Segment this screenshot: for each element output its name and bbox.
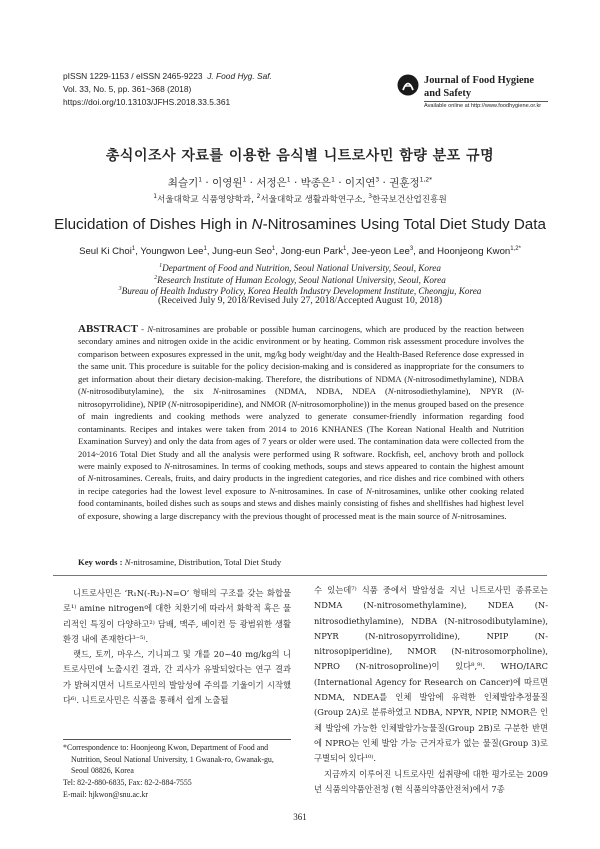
text-run: -nitrosodibutylamine), the six [86, 386, 213, 397]
abstract [78, 323, 524, 522]
text-run: -nitrosamines, unlike other cooking related food contaminants, boiled dishes such as soups and stews and dishes mainly consisting of fishes and shellfishes had highest level of exposure, showing a large discrepancy with the previous thought of processed meat is the main source of [78, 485, 524, 521]
logo-divider [424, 101, 548, 102]
english-title-post: -Nitrosamines Using Total Diet Study Data [262, 216, 546, 233]
italic-text: N [387, 386, 394, 397]
author-name: 이영원 [212, 177, 243, 189]
journal-header [63, 70, 272, 109]
affil-text: 한국보건산업진흥원 [372, 195, 447, 205]
author-sup: 1,2* [510, 245, 521, 252]
affil-sup: 1 [159, 262, 163, 269]
author-sup: 1 [286, 176, 291, 184]
italic-text: N [407, 373, 413, 384]
affil-sup: 2 [256, 193, 261, 201]
english-affiliation-2 [0, 275, 600, 285]
author-name: Seul Ki Choi [79, 246, 132, 257]
journal-logo [397, 74, 547, 109]
text-run: -nitrosamines (NDMA, NDBA, NDEA ( [218, 386, 388, 397]
body-paragraph: 니트로사민은 ‘R₁N(-R₂)-N=O’ 형태의 구조를 갖는 화합물로¹⁾ amine nitrogen에 대한 치환기에 따라서 화학적 혹은 물리적인 특징이 다양하고²⁾ 담배, 맥주, 베이컨 등 광범위한 생활환경 내에 존재한다³⁻⁵⁾. [63, 588, 291, 644]
english-authors [0, 246, 600, 257]
italic-text: N [124, 557, 131, 567]
english-title-italic: N [251, 216, 263, 233]
logo-title-line1: Journal of Food Hygiene [424, 75, 534, 86]
affil-sup: 3 [368, 193, 373, 201]
italic-text: N [269, 485, 276, 496]
affil-sup: 1 [153, 193, 158, 201]
affil-text: 서울대학교 생활과학연구소, [260, 195, 369, 205]
author-name: 권훈정 [389, 177, 420, 189]
body-right-column [314, 583, 548, 797]
affil-text: Research Institute of Human Ecology, Seoul National University, Seoul, Korea [157, 275, 446, 285]
footnote-rule [63, 739, 291, 740]
correspondence-footnote [63, 742, 293, 801]
author-name: , Jong-eun Park [275, 246, 343, 257]
doi-link[interactable]: https://doi.org/10.13103/JFHS.2018.33.5.361 [63, 97, 231, 107]
korean-title: 총식이조사 자료를 이용한 음식별 니트로사민 함량 분포 규명 [105, 148, 495, 164]
abstract-label: ABSTRACT [78, 323, 138, 335]
keywords-body [123, 557, 282, 567]
author-sup: 1 [271, 245, 276, 252]
body-paragraph: 지금까지 이루어진 니트로사민 섭취량에 대한 평가로는 2009년 식품의약품안전청 (현 식품의약품안전처)에서 7종 [314, 768, 548, 794]
author-separator: · [290, 177, 301, 189]
text-run: -nitrosamines are probable or possible human carcinogens, which are produced by the reaction between secondary amines and nitrogen oxide in the acidic environment or by heating. Common risk assessment procedure involves the comparison between exposures expressed in the unit, mg/kg body weight/day and the Health-Based Reference dose expressed in the same unit. This procedure is suitable for the policy decision-making and is considered as inappropriate for the consumers to get information about their dietary decision-making. Therefore, the distributions of NDMA ( [78, 324, 524, 384]
affil-text: Bureau of Health Industry Policy, Korea Health Industry Development Institute, Cheongju, Korea [121, 286, 482, 296]
author-sup: 3 [409, 245, 414, 252]
footnote-line: Seoul 08826, Korea [71, 766, 134, 776]
footnote-line: *Correspondence to: Hoonjeong Kwon, Department of Food and [63, 743, 269, 752]
affil-sup: 2 [154, 274, 158, 281]
author-name: , Youngwon Lee [135, 246, 204, 257]
author-sup: 1 [331, 176, 335, 184]
logo-website[interactable]: Available online at http://www.foodhygiene.or.kr [424, 103, 542, 109]
text-run: -nitrosamine, Distribution, Total Diet Study [130, 557, 282, 567]
received-dates: (Received July 9, 2018/Revised July 27, 2018/Accepted August 10, 2018) [157, 295, 443, 306]
text-run: -nitrosamines. Cereals, fruits, and dairy products in the ingredient categories, and rice dishes and rice combined with others in recipe categories had the lowest level exposure to [78, 473, 524, 496]
english-title-pre: Elucidation of Dishes High in [54, 216, 252, 233]
text-run: - [137, 324, 148, 334]
footnote-line: Tel: 82-2-880-6835, Fax: 82-2-884-7555 [63, 778, 192, 788]
author-sup: 1 [343, 245, 347, 252]
author-separator: · [379, 177, 390, 189]
volume-text: Vol. 33, No. 5, pp. 361~368 (2018) [63, 84, 192, 94]
section-divider [53, 575, 547, 576]
author-name: 박종은 [300, 177, 332, 189]
english-affiliation-1 [0, 263, 600, 273]
author-sup: 1 [198, 176, 203, 184]
author-sup: 3 [375, 176, 380, 184]
text-run: -nitrosopiperidine), and NMOR ( [176, 398, 292, 409]
keywords [78, 557, 281, 567]
italic-text: N [515, 386, 522, 397]
text-run: -nitrosomorpholine)) in the menus grouped based on the presence of main ingredients and cooking methods were analyzed to generate consumer-friendly information regarding food contaminants. Recipes and intakes were taken from 2014 to 2016 KNHANES (The Korean National Health and Nutrition Examination Survey) and only the data from ages of 7 years or older were used. The contamination data were collected from the 2014~2016 Total Diet Study and all the analysis were performed using R software. Rockfish, eel, anchovy broth and pollock were mainly exposed to [78, 398, 524, 471]
author-separator: · [202, 177, 213, 189]
italic-text: N [451, 510, 458, 521]
text-run: -nitrosopyrrolidine), NPIP ( [78, 386, 524, 409]
journal-abbrev: J. Food Hyg. Saf. [207, 71, 272, 81]
author-separator: · [334, 177, 345, 189]
italic-text: N [365, 485, 372, 496]
text-run: -nitrosamines. In terms of cooking methods, soups and stews appeared to contain the highest amount of [78, 460, 525, 484]
body-left-column [63, 586, 291, 708]
italic-text: N [87, 473, 94, 484]
logo-title-line2: and Safety [424, 88, 472, 99]
text-run: -nitrosamines. [457, 510, 507, 521]
author-name: , Jung-eun Seo [206, 246, 272, 257]
author-sup: 1 [203, 245, 207, 252]
italic-text: N [213, 386, 219, 397]
footnote-line: Nutrition, Seoul National University, 1 Gwanak-ro, Gwanak-gu, [71, 754, 274, 764]
body-paragraph: 수 있는데⁷⁾ 식품 중에서 발암성을 지닌 니트로사민 종류로는 NDMA (N-nitrosomethylamine), NDEA (N-nitrosodiethylamine), NDBA (N-nitrosodibutylamine), NPYR (N-nitrosopyrrolidine), NPIP (N-nitrosopiperidine), NMOR (N-nitrosomorpholine), NPRO (N-nitrosoproline)이 있다⁸,⁹⁾. WHO/IARC (International Agency for Research on Cancer)에 따르면 NDMA, NDEA를 인체 발암에 유력한 인체발암추정물질(Group 2A)로 분류하였고 NDBA, NPYR, NPIP, NMOR은 인체 발암에 가능한 인체발암가능물질(Group 2B)로 구분한 반면에 NPRO는 인체 발암 가능 근거자료가 없는 물질(Group 3)로 구별되어 있다¹⁰⁾. [314, 585, 548, 764]
korean-authors [0, 175, 600, 190]
author-name: , Jee-yeon Lee [346, 246, 410, 257]
italic-text: N [147, 324, 153, 334]
author-name: 이지연 [344, 177, 376, 189]
text-run: -nitrosamines. In case of [275, 485, 366, 496]
affil-sup: 3 [118, 285, 122, 292]
author-separator: · [246, 177, 257, 189]
author-sup: 1,2* [419, 176, 433, 184]
italic-text: N [164, 460, 170, 471]
issn-text: pISSN 1229-1153 / eISSN 2465-9223 [63, 71, 203, 81]
italic-text: N [170, 398, 177, 409]
author-name: 서정은 [256, 177, 287, 189]
italic-text: N [291, 398, 298, 409]
author-name: 최슬기 [167, 177, 199, 189]
korean-affiliations [0, 193, 600, 205]
keywords-label: Key words : [78, 557, 123, 567]
abstract-body [78, 324, 524, 521]
author-name: , and Hoonjeong Kwon [413, 246, 511, 257]
affil-text: 서울대학교 식품영양학과, [157, 195, 257, 205]
italic-text: N [80, 386, 87, 397]
text-run: -nitrosodimethylamine), NDBA ( [78, 373, 524, 397]
text-run: -nitrosodiethylamine), NPYR ( [393, 386, 516, 397]
footnote-email[interactable]: E-mail: hjkwon@snu.ac.kr [63, 789, 149, 799]
affil-text: Department of Food and Nutrition, Seoul National University, Seoul, Korea [162, 263, 441, 273]
author-sup: 1 [131, 245, 136, 252]
english-title [0, 216, 600, 233]
body-paragraph: 랫드, 토끼, 마우스, 기니피그 및 개를 20~40 mg/kg의 니트로사민에 노출시킨 결과, 간 괴사가 유발되었다는 연구 결과가 밝혀지면서 니트로사민의 발암성에 주의를 기울이기 시작했다⁶⁾. 니트로사민은 식품을 통해서 쉽게 노출될 [63, 649, 291, 706]
author-sup: 1 [242, 176, 247, 184]
journal-emblem-icon [397, 74, 419, 96]
page-number: 361 [293, 812, 307, 822]
